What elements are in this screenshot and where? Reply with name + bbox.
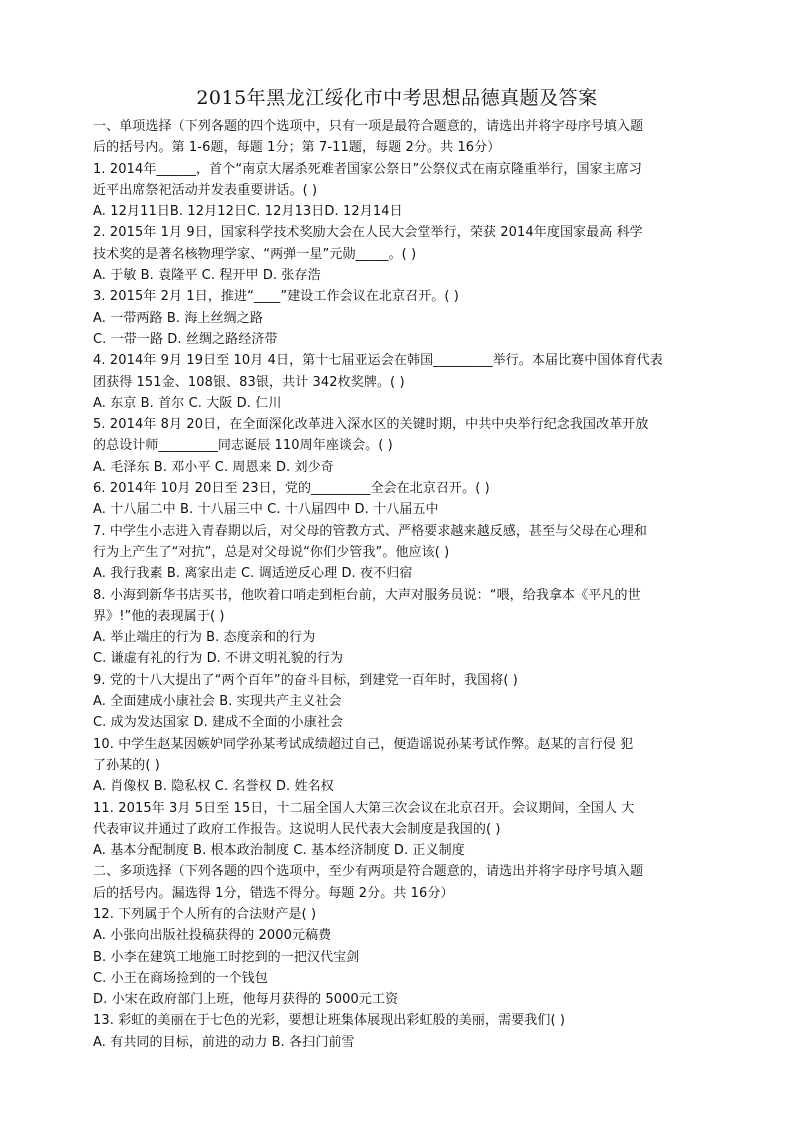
text-line: 8. 小海到新华书店买书，他吹着口哨走到柜台前，大声对服务员说：“喂，给我拿本《平凡的世 — [93, 587, 641, 603]
text-line: 5. 2014年 8月 20日，在全面深化改革进入深水区的关键时期，中共中央举行纪念我国改革开放 — [93, 417, 649, 433]
text-line: A. 我行我素 B. 离家出走 C. 调适逆反心理 D. 夜不归宿 — [93, 566, 413, 582]
text-line: 7. 中学生小志进入青春期以后，对父母的管教方式、严格要求越来越反感，甚至与父母在心理和 — [93, 523, 647, 539]
text-line: A. 于敏 B. 袁隆平 C. 程开甲 D. 张存浩 — [93, 268, 321, 284]
text-line: 4. 2014年 9月 19日至 10月 4日，第十七届亚运会在韩国_________举行。本届比赛中国体育代表 — [93, 353, 663, 369]
text-line: 后的括号内。漏选得 1分，错选不得分。每题 2分。共 16分） — [93, 885, 454, 901]
text-line: 的总设计师_________同志诞辰 110周年座谈会。( ) — [93, 438, 393, 454]
text-line: A. 有共同的目标，前进的动力 B. 各扫门前雪 — [93, 1034, 355, 1050]
page-title: 2015年黑龙江绥化市中考思想品德真题及答案 — [196, 87, 598, 109]
text-line: 10. 中学生赵某因嫉妒同学孙某考试成绩超过自己，便造谣说孙某考试作弊。赵某的言行侵 犯 — [93, 736, 634, 752]
text-line: 6. 2014年 10月 20日至 23日，党的_________全会在北京召开。( ) — [93, 481, 490, 497]
text-line: 3. 2015年 2月 1日，推进“____”建设工作会议在北京召开。( ) — [93, 289, 459, 305]
text-line: D. 小宋在政府部门上班，他每月获得的 5000元工资 — [93, 992, 399, 1008]
text-line: A. 一带两路 B. 海上丝绸之路 — [93, 310, 263, 326]
text-line: 团获得 151金、108银、83银，共计 342枚奖牌。( ) — [93, 374, 405, 390]
text-line: A. 举止端庄的行为 B. 态度亲和的行为 — [93, 630, 316, 646]
text-line: 了孙某的( ) — [93, 757, 160, 773]
text-line: 技术奖的是著名核物理学家、“两弹一星”元勋_____。( ) — [93, 246, 417, 262]
text-line: 9. 党的十八大提出了“两个百年”的奋斗目标，到建党一百年时，我国将( ) — [93, 672, 518, 688]
text-line: 2. 2015年 1月 9日，国家科学技术奖励大会在人民大会堂举行，荣获 2014年度国家最高 科学 — [93, 225, 643, 241]
text-line: C. 成为发达国家 D. 建成不全面的小康社会 — [93, 715, 344, 731]
text-line: A. 东京 B. 首尔 C. 大阪 D. 仁川 — [93, 395, 282, 411]
text-line: 行为上产生了“对抗”，总是对父母说“你们少管我”。他应该( ) — [93, 544, 450, 560]
text-line: 后的括号内。第 1-6题，每题 1分；第 7-11题，每题 2分。共 16分） — [93, 140, 501, 156]
text-line: A. 全面建成小康社会 B. 实现共产主义社会 — [93, 694, 342, 710]
text-line: 二、多项选择（下列各题的四个选项中，至少有两项是符合题意的，请选出并将字母序号填入题 — [93, 864, 644, 880]
text-line: 13. 彩虹的美丽在于七色的光彩，要想让班集体展现出彩虹般的美丽，需要我们( ) — [93, 1013, 566, 1029]
text-line: A. 基本分配制度 B. 根本政治制度 C. 基本经济制度 D. 正义制度 — [93, 843, 465, 859]
text-line: C. 谦虚有礼的行为 D. 不讲文明礼貌的行为 — [93, 651, 344, 667]
text-line: A. 十八届二中 B. 十八届三中 C. 十八届四中 D. 十八届五中 — [93, 502, 439, 518]
document-page — [93, 84, 701, 1053]
text-line: 近平出席祭祀活动并发表重要讲话。( ) — [93, 182, 318, 198]
text-line: 12. 下列属于个人所有的合法财产是( ) — [93, 906, 317, 922]
text-line: 一、单项选择（下列各题的四个选项中，只有一项是最符合题意的，请选出并将字母序号填入题 — [93, 119, 644, 134]
text-line: 1. 2014年______，首个“南京大屠杀死难者国家公祭日”公祭仪式在南京隆重举行，国家主席习 — [93, 161, 642, 177]
text-line: B. 小李在建筑工地施工时挖到的一把汉代宝剑 — [93, 949, 360, 965]
document-body — [93, 116, 701, 1053]
text-line: 界》!”他的表现属于( ) — [93, 608, 225, 624]
text-line: A. 小张向出版社投稿获得的 2000元稿费 — [93, 928, 332, 944]
text-line: C. 小王在商场捡到的一个钱包 — [93, 970, 268, 986]
text-line: A. 毛泽东 B. 邓小平 C. 周恩来 D. 刘少奇 — [93, 459, 334, 475]
text-line: 代表审议并通过了政府工作报告。这说明人民代表大会制度是我国的( ) — [93, 821, 501, 837]
text-line: 11. 2015年 3月 5日至 15日，十二届全国人大第三次会议在北京召开。会议期间，全国人 大 — [93, 800, 635, 816]
text-line: C. 一带一路 D. 丝绸之路经济带 — [93, 331, 278, 347]
text-line: A. 肖像权 B. 隐私权 C. 名誉权 D. 姓名权 — [93, 779, 334, 795]
text-line: A. 12月11日B. 12月12日C. 12月13日D. 12月14日 — [93, 204, 403, 220]
